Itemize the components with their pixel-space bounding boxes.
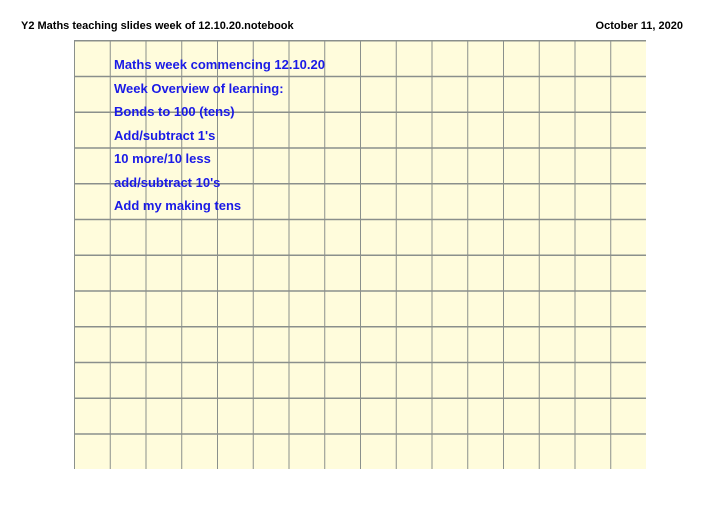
topic-line: Add my making tens [114, 198, 242, 213]
topic-line: 10 more/10 less [114, 151, 211, 166]
slide-text-block [114, 55, 325, 220]
document-title: Y2 Maths teaching slides week of 12.10.20.notebook [21, 20, 294, 32]
page-header [0, 0, 720, 40]
slide-heading: Maths week commencing 12.10.20 [114, 57, 325, 72]
overview-label: Week Overview of learning: [114, 80, 284, 96]
topic-line: add/subtract 10's [114, 174, 221, 190]
topic-line: Add/subtract 1's [114, 127, 216, 143]
topic-line: Bonds to 100 (tens) [114, 104, 235, 119]
document-date: October 11, 2020 [595, 20, 683, 32]
